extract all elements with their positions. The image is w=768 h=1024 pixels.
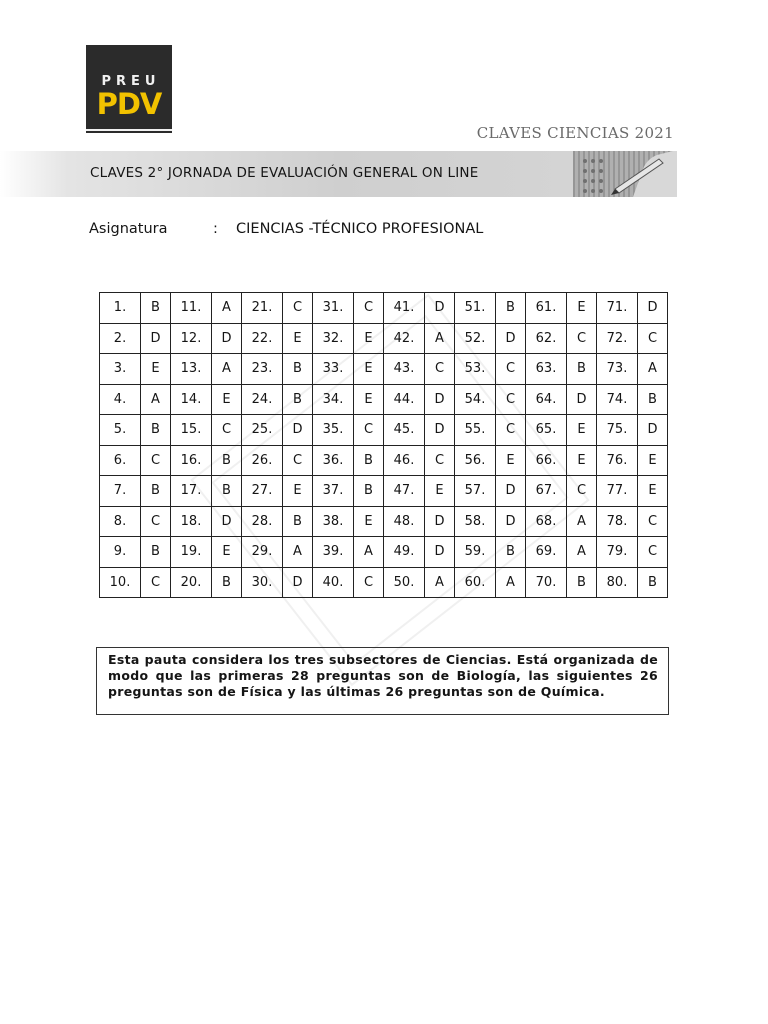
answer-key-cell: B [567, 567, 597, 598]
answer-key-cell: B [283, 384, 313, 415]
table-row [100, 293, 668, 324]
question-number-cell: 54. [455, 384, 496, 415]
answer-key-cell: C [496, 354, 526, 385]
question-number-cell: 43. [384, 354, 425, 385]
question-number-cell: 72. [597, 323, 638, 354]
question-number-cell: 48. [384, 506, 425, 537]
answer-key-cell: D [496, 476, 526, 507]
question-number-cell: 9. [100, 537, 141, 568]
question-number-cell: 5. [100, 415, 141, 446]
question-number-cell: 29. [242, 537, 283, 568]
answer-key-cell: E [212, 537, 242, 568]
answer-key-cell: D [212, 323, 242, 354]
answer-key-cell: B [141, 293, 171, 324]
question-number-cell: 79. [597, 537, 638, 568]
question-number-cell: 34. [313, 384, 354, 415]
question-number-cell: 69. [526, 537, 567, 568]
answer-key-cell: D [425, 415, 455, 446]
answer-key-cell: B [212, 567, 242, 598]
subject-label: Asignatura [89, 221, 168, 237]
question-number-cell: 76. [597, 445, 638, 476]
question-number-cell: 27. [242, 476, 283, 507]
preu-pdv-logo [86, 45, 172, 133]
answer-key-cell: D [638, 415, 668, 446]
question-number-cell: 1. [100, 293, 141, 324]
answer-key-cell: B [141, 537, 171, 568]
answer-key-cell: B [567, 354, 597, 385]
question-number-cell: 71. [597, 293, 638, 324]
table-row [100, 384, 668, 415]
question-number-cell: 19. [171, 537, 212, 568]
answer-key-cell: E [141, 354, 171, 385]
answer-key-cell: B [354, 476, 384, 507]
answer-key-cell: B [141, 476, 171, 507]
answer-key-cell: B [638, 567, 668, 598]
answer-key-cell: C [425, 445, 455, 476]
question-number-cell: 4. [100, 384, 141, 415]
answer-key-table [99, 292, 668, 598]
question-number-cell: 36. [313, 445, 354, 476]
answer-key-cell: C [283, 445, 313, 476]
answer-key-cell: A [638, 354, 668, 385]
table-row [100, 537, 668, 568]
answer-key-cell: A [354, 537, 384, 568]
answer-key-cell: C [638, 537, 668, 568]
answer-key-cell: C [141, 567, 171, 598]
question-number-cell: 25. [242, 415, 283, 446]
answer-key-cell: E [283, 476, 313, 507]
question-number-cell: 15. [171, 415, 212, 446]
answer-key-cell: D [425, 506, 455, 537]
answer-key-cell: C [567, 476, 597, 507]
question-number-cell: 64. [526, 384, 567, 415]
question-number-cell: 67. [526, 476, 567, 507]
subject-value: CIENCIAS -TÉCNICO PROFESIONAL [236, 221, 484, 237]
question-number-cell: 16. [171, 445, 212, 476]
answer-key-cell: E [638, 445, 668, 476]
answer-key-cell: D [638, 293, 668, 324]
question-number-cell: 2. [100, 323, 141, 354]
answer-key-cell: E [212, 384, 242, 415]
answer-key-cell: D [425, 537, 455, 568]
question-number-cell: 22. [242, 323, 283, 354]
question-number-cell: 53. [455, 354, 496, 385]
question-number-cell: 14. [171, 384, 212, 415]
question-number-cell: 80. [597, 567, 638, 598]
question-number-cell: 38. [313, 506, 354, 537]
answer-key-cell: D [496, 323, 526, 354]
answer-key-cell: D [567, 384, 597, 415]
table-row [100, 506, 668, 537]
answer-key-cell: E [567, 415, 597, 446]
question-number-cell: 45. [384, 415, 425, 446]
question-number-cell: 57. [455, 476, 496, 507]
answer-key-cell: A [425, 323, 455, 354]
table-row [100, 476, 668, 507]
question-number-cell: 47. [384, 476, 425, 507]
answer-key-cell: A [283, 537, 313, 568]
question-number-cell: 26. [242, 445, 283, 476]
question-number-cell: 70. [526, 567, 567, 598]
answer-key-cell: A [567, 506, 597, 537]
answer-key-cell: D [496, 506, 526, 537]
question-number-cell: 23. [242, 354, 283, 385]
answer-key-cell: C [141, 506, 171, 537]
answer-key-cell: E [496, 445, 526, 476]
answer-key-cell: D [141, 323, 171, 354]
question-number-cell: 75. [597, 415, 638, 446]
answer-key-cell: B [283, 506, 313, 537]
table-row [100, 567, 668, 598]
answer-key-cell: D [212, 506, 242, 537]
document-title: CLAVES CIENCIAS 2021 [476, 124, 674, 142]
question-number-cell: 65. [526, 415, 567, 446]
table-row [100, 445, 668, 476]
question-number-cell: 49. [384, 537, 425, 568]
note-box: Esta pauta considera los tres subsectores de Ciencias. Está organizada de modo que las primeras 28 preguntas son de Biología, las siguientes 26 preguntas son de Física y las últimas 26 preguntas son de Química. [96, 647, 669, 715]
logo-preu-text: PREU [101, 74, 161, 89]
question-number-cell: 24. [242, 384, 283, 415]
answer-key-cell: B [212, 476, 242, 507]
answer-key-cell: E [354, 506, 384, 537]
question-number-cell: 58. [455, 506, 496, 537]
answer-key-cell: C [283, 293, 313, 324]
question-number-cell: 50. [384, 567, 425, 598]
answer-key-cell: C [354, 293, 384, 324]
answer-key-cell: D [425, 293, 455, 324]
answer-key-cell: C [354, 567, 384, 598]
table-row [100, 354, 668, 385]
logo-pdv-text: PDV [96, 87, 162, 121]
question-number-cell: 60. [455, 567, 496, 598]
question-number-cell: 51. [455, 293, 496, 324]
answer-key-cell: C [425, 354, 455, 385]
answer-key-cell: B [141, 415, 171, 446]
question-number-cell: 21. [242, 293, 283, 324]
question-number-cell: 77. [597, 476, 638, 507]
table-row [100, 323, 668, 354]
logo-underline [86, 129, 172, 131]
subject-line [89, 221, 483, 237]
answer-key-cell: D [425, 384, 455, 415]
question-number-cell: 28. [242, 506, 283, 537]
question-number-cell: 61. [526, 293, 567, 324]
answer-key-cell: A [496, 567, 526, 598]
answer-key-cell: B [638, 384, 668, 415]
answer-key-cell: E [354, 323, 384, 354]
question-number-cell: 10. [100, 567, 141, 598]
question-number-cell: 32. [313, 323, 354, 354]
answer-key-cell: B [354, 445, 384, 476]
answer-key-cell: E [425, 476, 455, 507]
answer-key-cell: C [567, 323, 597, 354]
answer-key-cell: E [283, 323, 313, 354]
answer-key-cell: A [212, 354, 242, 385]
subject-colon: : [213, 221, 218, 237]
band-title: CLAVES 2° JORNADA DE EVALUACIÓN GENERAL ON LINE [90, 165, 479, 181]
answer-key-cell: E [567, 293, 597, 324]
question-number-cell: 66. [526, 445, 567, 476]
question-number-cell: 7. [100, 476, 141, 507]
question-number-cell: 35. [313, 415, 354, 446]
answer-key-cell: A [141, 384, 171, 415]
header-band [0, 151, 677, 197]
question-number-cell: 6. [100, 445, 141, 476]
answer-key-cell: C [212, 415, 242, 446]
question-number-cell: 63. [526, 354, 567, 385]
answer-key-cell: A [212, 293, 242, 324]
question-number-cell: 39. [313, 537, 354, 568]
question-number-cell: 3. [100, 354, 141, 385]
answer-key-cell: C [496, 384, 526, 415]
answer-key-cell: C [638, 323, 668, 354]
question-number-cell: 17. [171, 476, 212, 507]
question-number-cell: 8. [100, 506, 141, 537]
answer-key-cell: C [638, 506, 668, 537]
question-number-cell: 33. [313, 354, 354, 385]
question-number-cell: 68. [526, 506, 567, 537]
question-number-cell: 74. [597, 384, 638, 415]
answer-key-cell: B [212, 445, 242, 476]
answer-key-cell: C [141, 445, 171, 476]
answer-key-cell: A [567, 537, 597, 568]
question-number-cell: 12. [171, 323, 212, 354]
question-number-cell: 18. [171, 506, 212, 537]
question-number-cell: 20. [171, 567, 212, 598]
question-number-cell: 62. [526, 323, 567, 354]
question-number-cell: 13. [171, 354, 212, 385]
question-number-cell: 59. [455, 537, 496, 568]
question-number-cell: 11. [171, 293, 212, 324]
answer-key-cell: D [283, 415, 313, 446]
answer-key-cell: E [354, 354, 384, 385]
question-number-cell: 41. [384, 293, 425, 324]
question-number-cell: 55. [455, 415, 496, 446]
question-number-cell: 37. [313, 476, 354, 507]
answer-key-cell: C [354, 415, 384, 446]
answer-key-cell: B [496, 293, 526, 324]
question-number-cell: 42. [384, 323, 425, 354]
question-number-cell: 73. [597, 354, 638, 385]
question-number-cell: 31. [313, 293, 354, 324]
answer-key-cell: C [496, 415, 526, 446]
answer-key-cell: B [283, 354, 313, 385]
answer-key-cell: E [567, 445, 597, 476]
answer-key-cell: E [638, 476, 668, 507]
question-number-cell: 78. [597, 506, 638, 537]
answer-key-cell: B [496, 537, 526, 568]
answer-key-cell: D [283, 567, 313, 598]
question-number-cell: 44. [384, 384, 425, 415]
question-number-cell: 46. [384, 445, 425, 476]
question-number-cell: 52. [455, 323, 496, 354]
answer-sheet-pen-image [573, 151, 677, 197]
answer-key-cell: E [354, 384, 384, 415]
question-number-cell: 30. [242, 567, 283, 598]
question-number-cell: 40. [313, 567, 354, 598]
answer-key-cell: A [425, 567, 455, 598]
table-row [100, 415, 668, 446]
question-number-cell: 56. [455, 445, 496, 476]
